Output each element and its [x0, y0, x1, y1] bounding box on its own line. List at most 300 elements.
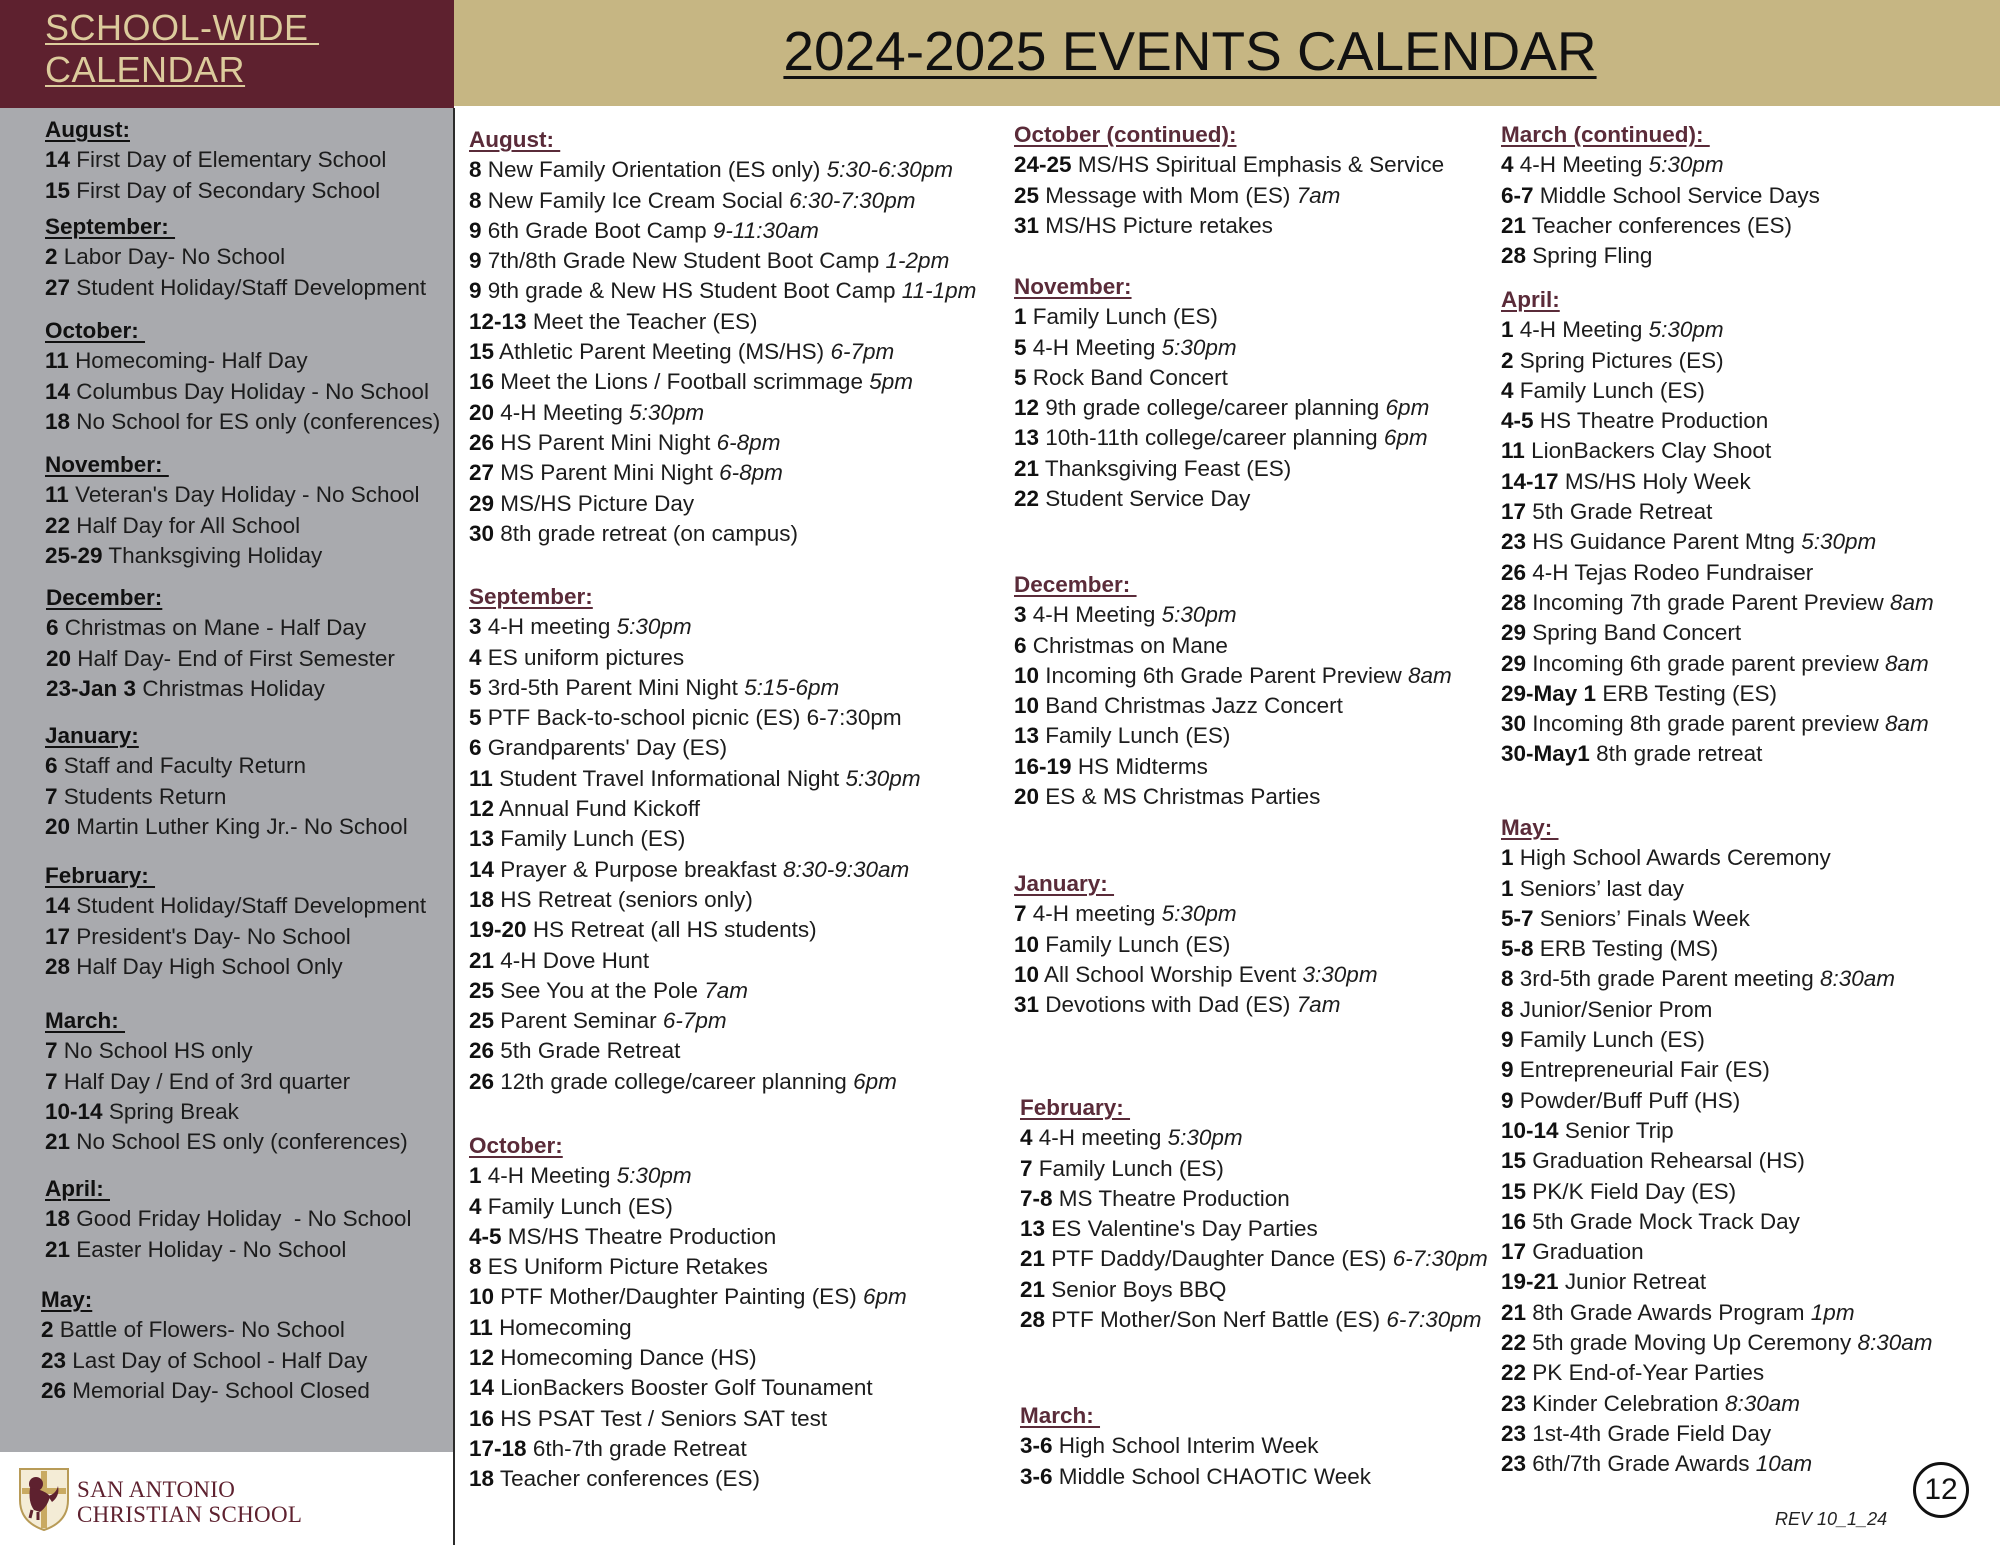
- event-date: 18: [45, 408, 71, 434]
- month-heading: December:: [46, 585, 163, 610]
- event-date: 15: [469, 339, 495, 365]
- month-heading: September:: [469, 584, 593, 609]
- event-title: High School Interim Week: [1058, 1433, 1319, 1459]
- event-item: [1014, 211, 1444, 241]
- event-item: [1501, 1237, 1933, 1267]
- event-date: 1: [1501, 845, 1514, 871]
- event-title: HS Retreat (seniors only): [500, 886, 753, 912]
- event-item: [469, 1313, 907, 1343]
- event-item: [1501, 346, 1934, 376]
- event-title: Family Lunch (ES): [1045, 723, 1231, 749]
- event-title: Last Day of School - Half Day: [72, 1347, 368, 1373]
- event-title: See You at the Pole: [500, 977, 698, 1003]
- event-time: 8am: [1885, 650, 1929, 676]
- event-title: 7th/8th Grade New Student Boot Camp: [487, 248, 880, 274]
- event-item: [1501, 241, 1820, 271]
- event-item: [469, 612, 921, 642]
- event-date: 9: [1501, 1027, 1514, 1053]
- event-title: Incoming 6th Grade Parent Preview: [1045, 662, 1402, 688]
- event-item: [1501, 1389, 1933, 1419]
- sidebar-title-line-1: SCHOOL-WIDE: [45, 7, 320, 48]
- event-item: [1501, 1267, 1933, 1297]
- event-date: 23: [41, 1347, 67, 1373]
- event-title: Incoming 7th grade Parent Preview: [1532, 589, 1884, 615]
- event-date: 8: [469, 1254, 482, 1280]
- event-item: [469, 1161, 907, 1191]
- event-date: 16: [469, 1405, 495, 1431]
- event-item: [1020, 1244, 1488, 1274]
- event-item: [1014, 302, 1429, 332]
- event-title: LionBackers Clay Shoot: [1531, 438, 1772, 464]
- event-item: [469, 398, 976, 428]
- month-heading: May:: [41, 1287, 93, 1312]
- event-title: 1st-4th Grade Field Day: [1532, 1420, 1772, 1446]
- event-date: 12: [469, 796, 495, 822]
- event-title: Teacher conferences (ES): [1531, 212, 1793, 238]
- event-title: Homecoming- Half Day: [75, 348, 308, 374]
- event-title: Rock Band Concert: [1032, 364, 1228, 390]
- event-title: 8th grade retreat: [1596, 741, 1763, 767]
- event-item: [1501, 679, 1934, 709]
- event-time: 5pm: [869, 369, 914, 395]
- month-heading: November:: [1014, 274, 1132, 299]
- event-title: Junior Retreat: [1564, 1269, 1707, 1295]
- event-date: 18: [469, 1466, 495, 1492]
- event-title: 4-H Meeting: [1032, 334, 1156, 360]
- event-time: 8:30-9:30am: [782, 856, 910, 882]
- holiday-item: [45, 511, 420, 541]
- event-item: [1501, 964, 1933, 994]
- event-title: All School Worship Event: [1044, 961, 1297, 987]
- event-date: 8: [469, 187, 482, 213]
- event-date: 4: [1020, 1125, 1033, 1151]
- event-title: Staff and Faculty Return: [63, 753, 306, 779]
- month-heading: January:: [1014, 871, 1115, 896]
- event-title: Homecoming: [499, 1314, 632, 1340]
- event-date: 13: [1014, 425, 1040, 451]
- event-title: No School ES only (conferences): [76, 1129, 408, 1155]
- event-item: [1501, 527, 1934, 557]
- month-heading: October:: [45, 318, 146, 343]
- event-title: Christmas on Mane: [1032, 632, 1228, 658]
- event-title: 5th Grade Retreat: [500, 1038, 681, 1064]
- event-title: 4-H meeting: [1038, 1125, 1162, 1151]
- event-date: 11: [45, 348, 69, 374]
- event-date: 5: [1014, 334, 1027, 360]
- holiday-item: [45, 346, 440, 376]
- event-item: [1020, 1305, 1488, 1335]
- event-date: 5-7: [1501, 905, 1534, 931]
- event-date: 7: [1014, 901, 1027, 927]
- event-title: 4-H Meeting: [1519, 152, 1643, 178]
- event-item: [1501, 588, 1934, 618]
- lion-shield-icon: [18, 1466, 70, 1532]
- event-date: 17-18: [469, 1435, 527, 1461]
- event-item: [1501, 436, 1934, 466]
- event-date: 29: [1501, 650, 1527, 676]
- holiday-item: [46, 644, 395, 674]
- event-item: [1501, 649, 1934, 679]
- event-date: 12: [1014, 395, 1040, 421]
- event-title: Junior/Senior Prom: [1519, 996, 1713, 1022]
- month-heading: November:: [45, 452, 169, 477]
- event-title: MS/HS Theatre Production: [507, 1223, 777, 1249]
- holiday-item: [45, 1067, 408, 1097]
- event-item: [1014, 661, 1452, 691]
- event-date: 19-21: [1501, 1269, 1559, 1295]
- event-title: LionBackers Booster Golf Tounament: [500, 1375, 873, 1401]
- event-date: 25: [469, 1008, 495, 1034]
- month-heading: March (continued):: [1501, 122, 1710, 147]
- event-date: 24-25: [1014, 152, 1072, 178]
- event-item: [1501, 995, 1933, 1025]
- event-item: [1014, 691, 1452, 721]
- event-item: [1014, 631, 1452, 661]
- page-title: 2024-2025 EVENTS CALENDAR: [783, 20, 1597, 82]
- event-item: [1501, 1207, 1933, 1237]
- event-title: 9th grade & New HS Student Boot Camp: [487, 278, 896, 304]
- event-date: 25-29: [45, 542, 103, 568]
- section-may: [41, 1285, 370, 1406]
- event-title: President's Day- No School: [76, 923, 351, 949]
- event-date: 26: [1501, 559, 1527, 585]
- sidebar-divider: [453, 108, 455, 1545]
- section-april: [45, 1174, 411, 1265]
- event-date: 10-14: [45, 1098, 103, 1124]
- event-item: [469, 1067, 921, 1097]
- event-title: Athletic Parent Meeting (MS/HS): [499, 339, 825, 365]
- event-date: 29-May 1: [1501, 680, 1597, 706]
- event-date: 20: [45, 813, 71, 839]
- event-item: [1501, 709, 1934, 739]
- section-march-continued: [1501, 120, 1820, 271]
- event-item: [1501, 1146, 1933, 1176]
- event-date: 23: [1501, 1420, 1527, 1446]
- event-date: 2: [41, 1317, 54, 1343]
- event-date: 12-13: [469, 308, 527, 334]
- event-title: Labor Day- No School: [63, 244, 286, 270]
- event-date: 10: [469, 1284, 495, 1310]
- event-time: 1pm: [1810, 1299, 1855, 1325]
- event-date: 9: [469, 278, 482, 304]
- event-title: Meet the Lions / Football scrimmage: [500, 369, 863, 395]
- event-item: [469, 1006, 921, 1036]
- revision-label: REV 10_1_24: [1775, 1509, 1888, 1529]
- event-date: 31: [1014, 212, 1040, 238]
- event-item: [469, 794, 921, 824]
- event-date: 6: [469, 735, 482, 761]
- holiday-item: [46, 674, 395, 704]
- event-date: 21: [1014, 455, 1040, 481]
- section-march: [1020, 1401, 1371, 1492]
- event-title: Middle School CHAOTIC Week: [1058, 1463, 1371, 1489]
- event-date: 2: [1501, 347, 1514, 373]
- holiday-item: [45, 891, 426, 921]
- event-item: [1501, 1419, 1933, 1449]
- event-item: [469, 885, 921, 915]
- month-heading: March:: [45, 1008, 126, 1033]
- event-item: [469, 1464, 907, 1494]
- event-title: Student Holiday/Staff Development: [76, 893, 427, 919]
- event-time: 10am: [1755, 1451, 1813, 1477]
- event-item: [1501, 497, 1934, 527]
- event-title: First Day of Secondary School: [76, 177, 381, 203]
- event-title: 9th grade college/career planning: [1045, 395, 1380, 421]
- event-item: [1501, 558, 1934, 588]
- event-date: 31: [1014, 992, 1040, 1018]
- event-item: [1014, 150, 1444, 180]
- holiday-item: [41, 1315, 370, 1345]
- event-item: [469, 1282, 907, 1312]
- section-january: [1014, 869, 1378, 1020]
- event-date: 19-20: [469, 917, 527, 943]
- event-time: 9-11:30am: [712, 217, 819, 243]
- event-item: [469, 337, 976, 367]
- event-title: PTF Mother/Son Nerf Battle (ES): [1051, 1307, 1381, 1333]
- event-date: 14: [45, 147, 71, 173]
- event-date: 28: [1501, 243, 1527, 269]
- event-date: 29: [469, 490, 495, 516]
- month-heading: September:: [45, 214, 176, 239]
- event-title: 6th-7th grade Retreat: [532, 1435, 747, 1461]
- event-title: Prayer & Purpose breakfast: [500, 856, 777, 882]
- event-title: Parent Seminar: [500, 1008, 657, 1034]
- event-date: 9: [1501, 1087, 1514, 1113]
- event-title: Family Lunch (ES): [487, 1193, 673, 1219]
- school-name-line-2: CHRISTIAN SCHOOL: [77, 1502, 303, 1527]
- holiday-item: [46, 613, 395, 643]
- section-august: [469, 125, 976, 549]
- event-title: Grandparents' Day (ES): [487, 735, 728, 761]
- event-date: 22: [45, 512, 71, 538]
- event-title: Thanksgiving Feast (ES): [1044, 455, 1292, 481]
- event-date: 10-14: [1501, 1117, 1559, 1143]
- holiday-item: [45, 1036, 408, 1066]
- event-date: 20: [1014, 784, 1040, 810]
- event-title: 3rd-5th grade Parent meeting: [1519, 966, 1814, 992]
- event-item: [1020, 1431, 1371, 1461]
- event-title: MS/HS Picture Day: [500, 490, 695, 516]
- event-item: [469, 458, 976, 488]
- holiday-item: [45, 273, 426, 303]
- event-title: Spring Break: [108, 1098, 239, 1124]
- holiday-item: [45, 145, 386, 175]
- event-item: [1014, 960, 1378, 990]
- event-date: 7-8: [1020, 1185, 1053, 1211]
- event-time: 7am: [704, 977, 749, 1003]
- event-time: 8:30am: [1819, 966, 1896, 992]
- event-title: 6th/7th Grade Awards: [1532, 1451, 1750, 1477]
- event-item: [469, 428, 976, 458]
- event-time: 3:30pm: [1302, 961, 1378, 987]
- event-title: HS Parent Mini Night: [500, 429, 711, 455]
- event-item: [469, 276, 976, 306]
- event-item: [1501, 1298, 1933, 1328]
- event-title: PTF Back-to-school picnic (ES) 6-7:30pm: [487, 705, 902, 731]
- event-date: 26: [469, 1038, 495, 1064]
- event-date: 7: [1020, 1155, 1033, 1181]
- event-item: [1014, 782, 1452, 812]
- event-title: 8th grade retreat (on campus): [500, 520, 798, 546]
- event-time: 5:30pm: [1648, 152, 1724, 178]
- event-title: 3rd-5th Parent Mini Night: [487, 674, 738, 700]
- event-title: Half Day- End of First Semester: [77, 645, 395, 671]
- event-title: Easter Holiday - No School: [76, 1236, 347, 1262]
- event-time: 5:30pm: [1801, 529, 1877, 555]
- event-date: 27: [469, 460, 495, 486]
- event-item: [469, 155, 976, 185]
- event-date: 20: [469, 399, 495, 425]
- event-title: Christmas on Mane - Half Day: [64, 615, 367, 641]
- event-title: 4-H Meeting: [1519, 317, 1643, 343]
- event-time: 5:30pm: [616, 1163, 692, 1189]
- event-time: 6pm: [862, 1284, 907, 1310]
- event-date: 23: [1501, 529, 1527, 555]
- event-title: Meet the Teacher (ES): [532, 308, 758, 334]
- event-title: 4-H Meeting: [1032, 602, 1156, 628]
- event-title: Graduation Rehearsal (HS): [1532, 1148, 1805, 1174]
- event-date: 13: [1020, 1216, 1046, 1242]
- event-time: 6pm: [1385, 395, 1430, 421]
- event-date: 30: [1501, 711, 1527, 737]
- event-title: 5th Grade Mock Track Day: [1532, 1208, 1800, 1234]
- section-may: [1501, 813, 1933, 1480]
- event-date: 23-Jan 3: [46, 675, 137, 701]
- event-item: [469, 1404, 907, 1434]
- event-time: 5:15-6pm: [744, 674, 840, 700]
- event-item: [1014, 333, 1429, 363]
- event-item: [469, 1222, 907, 1252]
- event-item: [1501, 1358, 1933, 1388]
- event-date: 5-8: [1501, 936, 1534, 962]
- event-title: Memorial Day- School Closed: [72, 1377, 370, 1403]
- event-item: [1014, 363, 1429, 393]
- event-title: Powder/Buff Puff (HS): [1519, 1087, 1741, 1113]
- event-item: [1014, 930, 1378, 960]
- event-item: [1501, 904, 1933, 934]
- event-title: Martin Luther King Jr.- No School: [76, 813, 408, 839]
- event-title: Spring Fling: [1532, 243, 1653, 269]
- event-date: 26: [469, 1068, 495, 1094]
- section-january: [45, 721, 408, 842]
- event-title: HS PSAT Test / Seniors SAT test: [500, 1405, 828, 1431]
- event-date: 12: [469, 1345, 495, 1371]
- event-time: 8am: [1408, 662, 1452, 688]
- event-date: 4: [469, 1193, 482, 1219]
- event-date: 28: [45, 953, 71, 979]
- section-november: [1014, 272, 1429, 514]
- event-date: 9: [469, 217, 482, 243]
- event-date: 10: [1014, 662, 1040, 688]
- event-date: 30-May1: [1501, 741, 1590, 767]
- event-title: Middle School Service Days: [1539, 182, 1820, 208]
- event-title: Half Day / End of 3rd quarter: [63, 1068, 351, 1094]
- event-date: 4: [1501, 152, 1514, 178]
- event-title: No School HS only: [63, 1038, 253, 1064]
- holiday-item: [45, 751, 408, 781]
- event-time: 5:30pm: [1161, 334, 1237, 360]
- event-title: Family Lunch (ES): [1519, 377, 1705, 403]
- event-date: 10: [1014, 931, 1040, 957]
- holiday-item: [41, 1376, 370, 1406]
- event-date: 3: [1014, 602, 1027, 628]
- event-item: [469, 643, 921, 673]
- event-date: 9: [1501, 1057, 1514, 1083]
- event-time: 5:30pm: [1161, 602, 1237, 628]
- event-title: 12th grade college/career planning: [500, 1068, 847, 1094]
- event-title: Thanksgiving Holiday: [108, 542, 323, 568]
- event-item: [469, 703, 921, 733]
- event-title: First Day of Elementary School: [76, 147, 387, 173]
- event-title: Annual Fund Kickoff: [499, 796, 701, 822]
- event-date: 17: [1501, 1239, 1527, 1265]
- event-date: 4: [1501, 377, 1514, 403]
- event-date: 13: [469, 826, 495, 852]
- event-item: [469, 246, 976, 276]
- holiday-item: [45, 1204, 411, 1234]
- event-item: [1501, 1025, 1933, 1055]
- event-date: 5: [1014, 364, 1027, 390]
- event-title: Teacher conferences (ES): [499, 1466, 761, 1492]
- event-time: 6-8pm: [716, 429, 781, 455]
- event-date: 16: [469, 369, 495, 395]
- event-item: [469, 519, 976, 549]
- event-title: Good Friday Holiday - No School: [76, 1206, 412, 1232]
- event-title: Spring Pictures (ES): [1519, 347, 1724, 373]
- holiday-item: [45, 1127, 408, 1157]
- event-item: [1501, 1055, 1933, 1085]
- event-item: [469, 1434, 907, 1464]
- event-time: 7am: [1296, 182, 1341, 208]
- event-item: [469, 824, 921, 854]
- event-title: New Family Orientation (ES only): [487, 157, 821, 183]
- event-date: 25: [469, 977, 495, 1003]
- holiday-item: [41, 1346, 370, 1376]
- event-title: Student Service Day: [1045, 486, 1251, 512]
- event-item: [1501, 739, 1934, 769]
- event-item: [1501, 467, 1934, 497]
- event-item: [1020, 1123, 1488, 1153]
- event-date: 7: [45, 1038, 58, 1064]
- event-item: [469, 733, 921, 763]
- event-title: Family Lunch (ES): [1038, 1155, 1224, 1181]
- event-date: 30: [469, 520, 495, 546]
- event-item: [1501, 1328, 1933, 1358]
- event-date: 6: [1014, 632, 1027, 658]
- event-title: ES Uniform Picture Retakes: [487, 1254, 768, 1280]
- event-item: [469, 1036, 921, 1066]
- event-title: MS/HS Spiritual Emphasis & Service: [1077, 152, 1445, 178]
- month-heading: February:: [1020, 1095, 1131, 1120]
- event-date: 21: [45, 1129, 71, 1155]
- event-date: 21: [1501, 212, 1527, 238]
- event-title: Entrepreneurial Fair (ES): [1519, 1057, 1770, 1083]
- section-february: [45, 861, 426, 982]
- event-date: 22: [1014, 486, 1040, 512]
- event-date: 10: [1014, 961, 1040, 987]
- event-item: [1501, 843, 1933, 873]
- event-item: [1020, 1462, 1371, 1492]
- event-date: 11: [469, 1314, 493, 1340]
- event-date: 21: [1020, 1246, 1046, 1272]
- event-item: [469, 489, 976, 519]
- event-title: Half Day for All School: [76, 512, 301, 538]
- event-title: Incoming 6th grade parent preview: [1532, 650, 1879, 676]
- event-title: 4-H Dove Hunt: [500, 947, 650, 973]
- event-date: 7: [45, 783, 58, 809]
- event-item: [1014, 393, 1429, 423]
- event-title: MS Parent Mini Night: [500, 460, 713, 486]
